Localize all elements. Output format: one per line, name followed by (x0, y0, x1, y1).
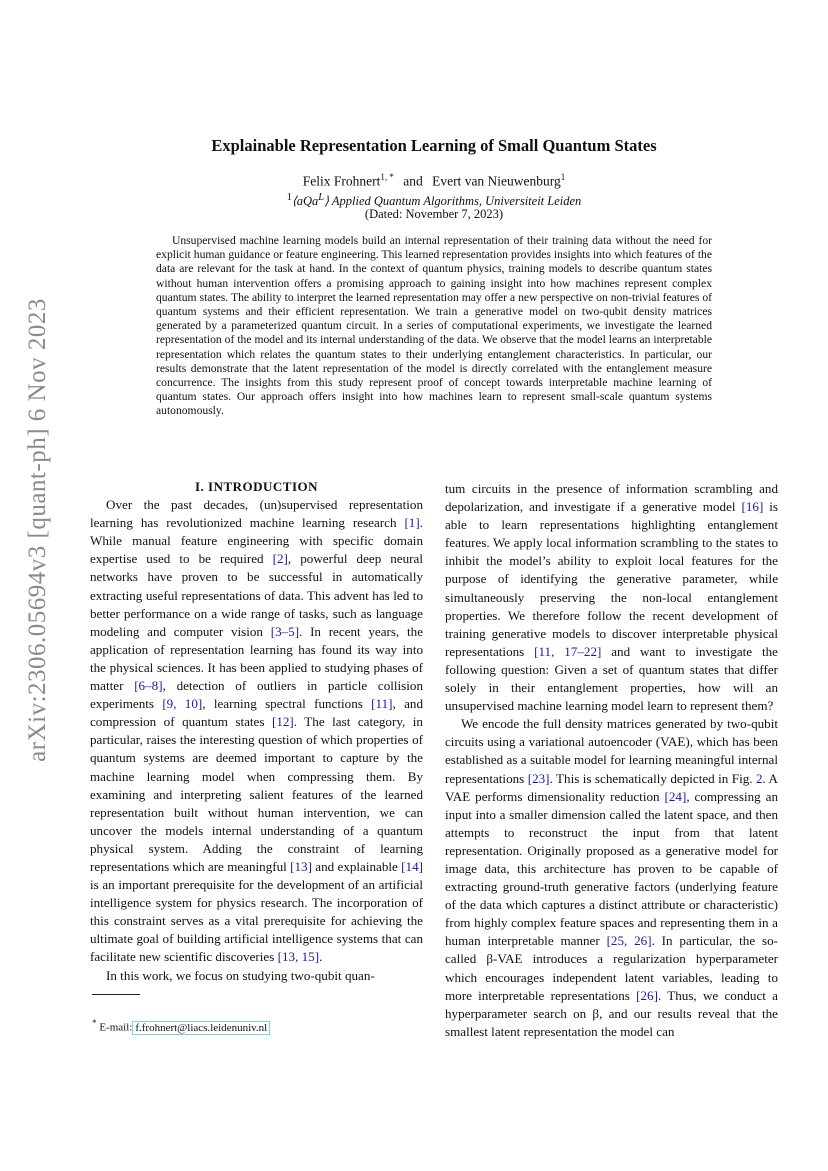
figure-link[interactable]: 2 (756, 770, 763, 786)
author-conjunction: and (403, 173, 423, 189)
affiliation-group: ⟨aQa$^L$⟩ (291, 192, 329, 209)
citation-link[interactable]: [11] (371, 696, 393, 712)
footnote-label: E-mail: (99, 1021, 133, 1034)
citation-link[interactable]: [3–5] (270, 623, 300, 639)
citation-link[interactable]: [1] (404, 515, 420, 531)
citation-link[interactable]: [11, 17–22] (534, 643, 602, 659)
date-line: (Dated: November 7, 2023) (364, 207, 504, 221)
citation-link[interactable]: [2] (272, 551, 288, 567)
citation-link[interactable]: [25, 26] (606, 933, 652, 949)
arxiv-identifier: arXiv:2306.05694v3 [quant-ph] 6 Nov 2023 (24, 298, 51, 762)
affiliation-marker: 1 (286, 192, 292, 203)
citation-link[interactable]: [16] (741, 499, 764, 515)
intro-paragraph-2-start: In this work, we focus on studying two-qubit quan- (106, 967, 375, 983)
abstract: Unsupervised machine learning models build an internal representation of their training data without the need for explicit human guidance or feature engineering. This learned representation provides insights into which features of the data are relevant for the task at hand. In the context of quantum physics, training models to describe quantum states without human intervention offers a promising approach to gaining insight into how machines represent complex quantum states. The ability to interpret the learned representation may offer a new perspective on non-trivial features of quantum systems and their efficient representation. We train a generative model on two-qubit density matrices generated by a parameterized quantum circuit. In a series of computational experiments, we investigate the learned representation of the model and its internal understanding of the data. We observe that the model learns an interpretable representation which relates the quantum states to their underlying entanglement characteristics. In particular, our results demonstrate that the latent representation of the model is directly correlated with the entanglement measure concurrence. The insights from this study represent proof of concept towards interpretable machine learning of quantum states. Our approach offers insight into how machines learn to represent small-scale quantum systems autonomously. (156, 234, 712, 418)
citation-link[interactable]: [14] (401, 858, 423, 874)
author-2: Evert van Nieuwenburg (432, 173, 561, 189)
citation-link[interactable]: [23] (527, 770, 550, 786)
intro-paragraph-2-continued: tum circuits in the presence of information scrambling and depolarization, and investigate if a generative model [16] is able to learn representations highlighting entanglement features. We apply local information scrambling to the states to inhibit the model’s ability to exploit local features for the purpose of identifying the generative parameter, while simultaneously preserving the non-local entanglement properties. We therefore follow the recent development of training generative models to discover interpretable physical representations [11, 17–22] and want to investigate the following question: Given a set of quantum states that differ solely in their entanglement properties, how will an unsupervised machine learning model learn to represent them? (445, 481, 778, 714)
paper-title: Explainable Representation Learning of Small Quantum States (211, 136, 657, 155)
author-line (100, 172, 768, 190)
intro-paragraph-1: Over the past decades, (un)supervised representation learning has revolutionized machine learning research [1]. While manual feature engineering with specific domain expertise used to be required [2], powerful deep neural networks have proven to be successful in automatically extracting useful representations of data. This advent has led to better performance on a wide range of tasks, such as language modeling and computer vision [3–5]. In recent years, the application of representation learning has found its way into the physical sciences. It has been applied to studying phases of matter [6–8], detection of outliers in particle collision experiments [9, 10], learning spectral functions [11], and compression of quantum states [12]. The last category, in particular, raises the interesting question of which properties of quantum systems are deemed important to capture by the machine learning model when compressing them. By examining and interpreting salient features of the learned representation built without human intervention, we can uncover the models internal understanding of a quantum physical system. Adding the constraint of learning representations which are meaningful [13] and explainable [14] is an important prerequisite for the development of an artificial intelligence system for physics research. The incorporation of this constraint serves as a vital prerequisite for achieving the ultimate goal of building artificial intelligence systems that can facilitate new scientific discoveries [13, 15]. (90, 497, 424, 965)
author-2-superscript: 1 (560, 172, 566, 182)
footnote-mark: * (92, 1018, 97, 1028)
footnote (92, 1018, 270, 1034)
citation-link[interactable]: [6–8] (134, 678, 163, 694)
email-link[interactable]: f.frohnert@liacs.leidenuniv.nl (132, 1021, 270, 1035)
author-1: Felix Frohnert (302, 173, 381, 189)
section-heading-introduction: I. INTRODUCTION (194, 479, 319, 494)
intro-paragraph-3: We encode the full density matrices generated by two-qubit circuits using a variational autoencoder (VAE), which has been established as a suitable model for learning meaningful internal representations [23]. This is schematically depicted in Fig. 2. A VAE performs dimensionality reduction [24], compressing an input into a smaller dimension called the latent space, and then attempts to reconstruct the input from that latent representation. Originally proposed as a generative model for image data, this architecture has proven to be capable of extracting ground-truth generative factors (underlying feature of the data which captures a distinct attribute or characteristic) from highly complex feature spaces and representing them in a human interpretable manner [25, 26]. In particular, the so-called β-VAE introduces a regularization hyperparameter which encourages independent latent variables, leading to more interpretable representations [26]. Thus, we conduct a hyperparameter search on β, and our results reveal that the smallest latent representation the model can (445, 716, 779, 1039)
right-column (445, 480, 778, 1041)
citation-link[interactable]: [24] (664, 788, 687, 804)
author-1-superscript[interactable]: 1, * (380, 172, 394, 182)
citation-link[interactable]: [13] (290, 858, 312, 874)
citation-link[interactable]: [13, 15] (277, 949, 320, 965)
left-column (90, 478, 423, 985)
citation-link[interactable]: [26] (636, 987, 658, 1003)
arxiv-sidebar-stamp (18, 180, 58, 880)
affiliation-name: Applied Quantum Algorithms, Universiteit Leiden (331, 194, 582, 209)
footnote-rule (92, 994, 140, 995)
citation-link[interactable]: [9, 10] (162, 696, 203, 712)
citation-link[interactable]: [12] (271, 714, 294, 730)
